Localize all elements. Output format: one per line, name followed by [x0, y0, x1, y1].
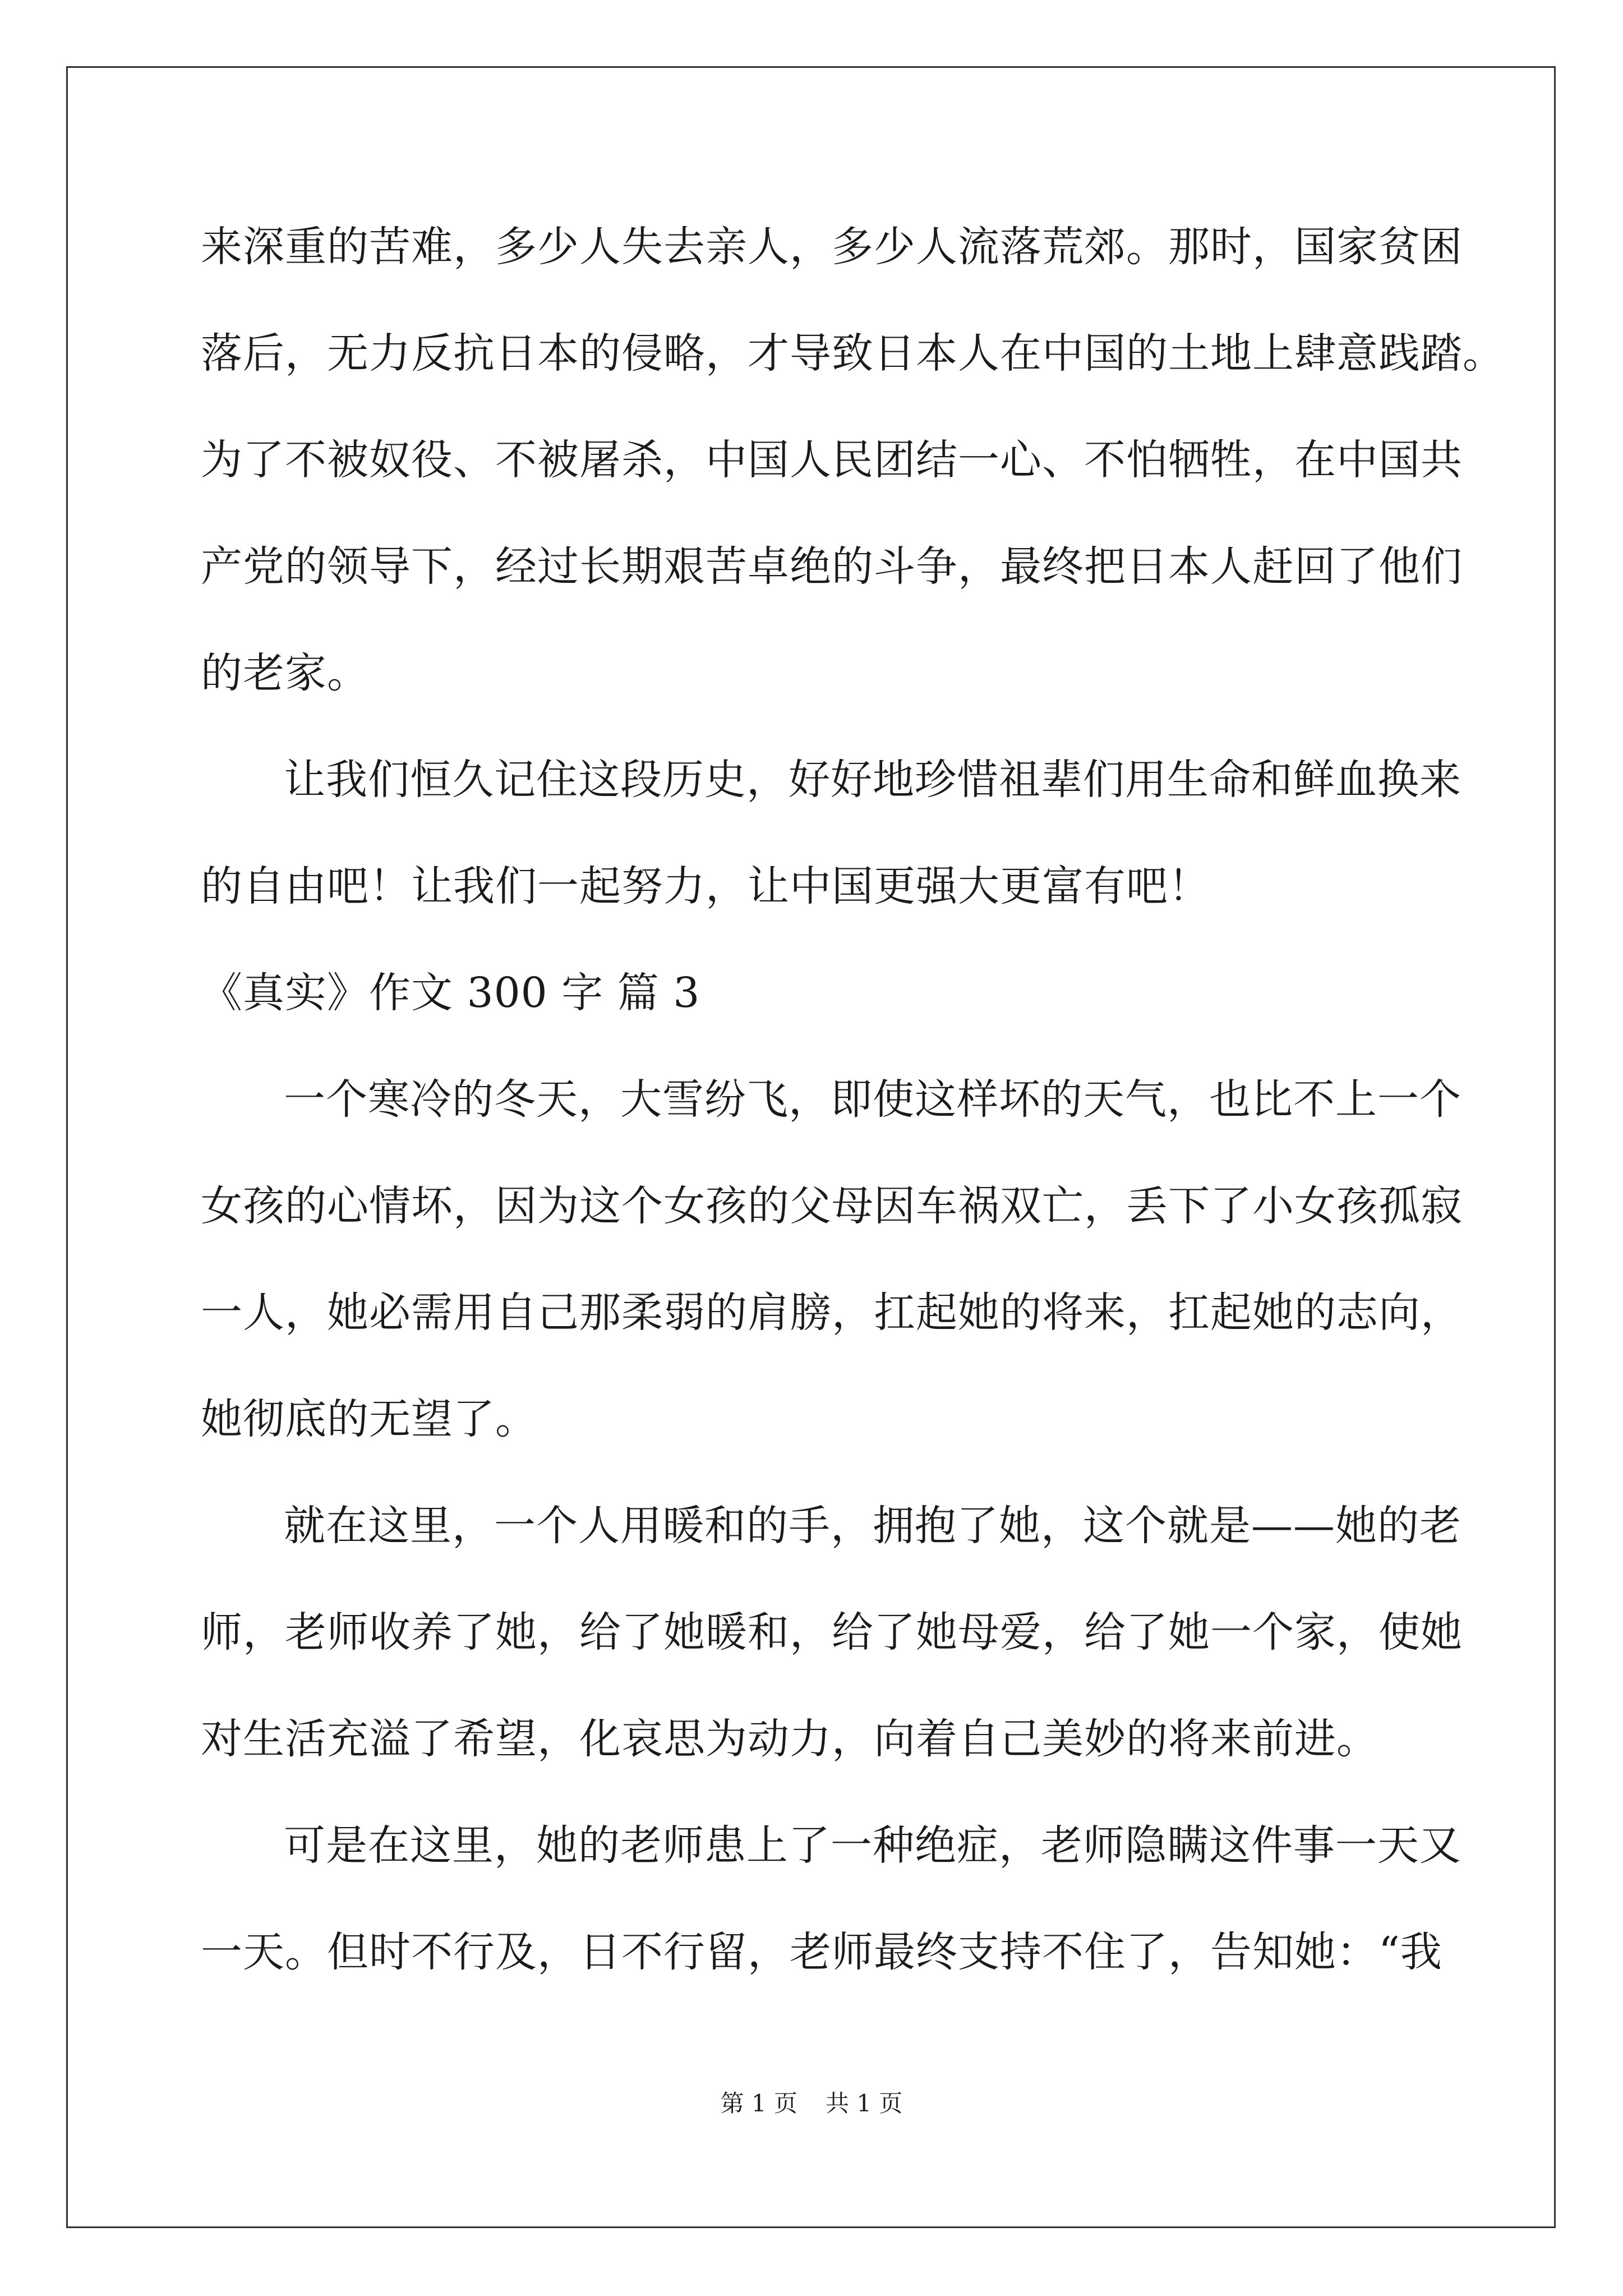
text-line-1: 来深重的苦难，多少人失去亲人，多少人流落荒郊。那时，国家贫困 [201, 223, 1463, 271]
text-line-10: 女孩的心情坏，因为这个女孩的父母因车祸双亡，丢下了小女孩孤寂 [201, 1182, 1463, 1230]
text-line-14: 师，老师收养了她，给了她暖和，给了她母爱，给了她一个家，使她 [201, 1608, 1463, 1657]
text-line-13: 就在这里，一个人用暖和的手，拥抱了她，这个就是——她的老 [284, 1502, 1461, 1550]
text-line-11: 一人，她必需用自己那柔弱的肩膀，扛起她的将来，扛起她的志向， [201, 1289, 1463, 1337]
text-line-2: 落后，无力反抗日本的侵略，才导致日本人在中国的土地上肆意践踏。 [201, 329, 1505, 378]
text-line-16: 可是在这里，她的老师患上了一种绝症，老师隐瞒这件事一天又 [284, 1821, 1461, 1870]
text-line-5: 的老家。 [201, 649, 369, 697]
text-line-12: 她彻底的无望了。 [201, 1395, 537, 1443]
page-number-current: 第 1 页 [720, 2090, 797, 2117]
document-body [201, 216, 1505, 2028]
text-line-15: 对生活充溢了希望，化哀思为动力，向着自己美妙的将来前进。 [201, 1715, 1378, 1763]
text-line-9: 一个寒冷的冬天，大雪纷飞，即使这样坏的天气，也比不上一个 [284, 1075, 1461, 1124]
text-line-4: 产党的领导下，经过长期艰苦卓绝的斗争，最终把日本人赶回了他们 [201, 542, 1463, 591]
text-line-6: 让我们恒久记住这段历史，好好地珍惜祖辈们用生命和鲜血换来 [284, 756, 1461, 804]
text-line-7: 的自由吧！让我们一起努力，让中国更强大更富有吧！ [201, 862, 1210, 910]
page-footer [0, 2087, 1623, 2120]
section-heading: 《真实》作文 300 字 篇 3 [201, 969, 700, 1017]
text-line-17: 一天。但时不行及，日不行留，老师最终支持不住了，告知她：“我 [201, 1928, 1442, 1976]
page-number-total: 共 1 页 [826, 2090, 903, 2117]
text-line-3: 为了不被奴役、不被屠杀，中国人民团结一心、不怕牺牲，在中国共 [201, 436, 1463, 484]
